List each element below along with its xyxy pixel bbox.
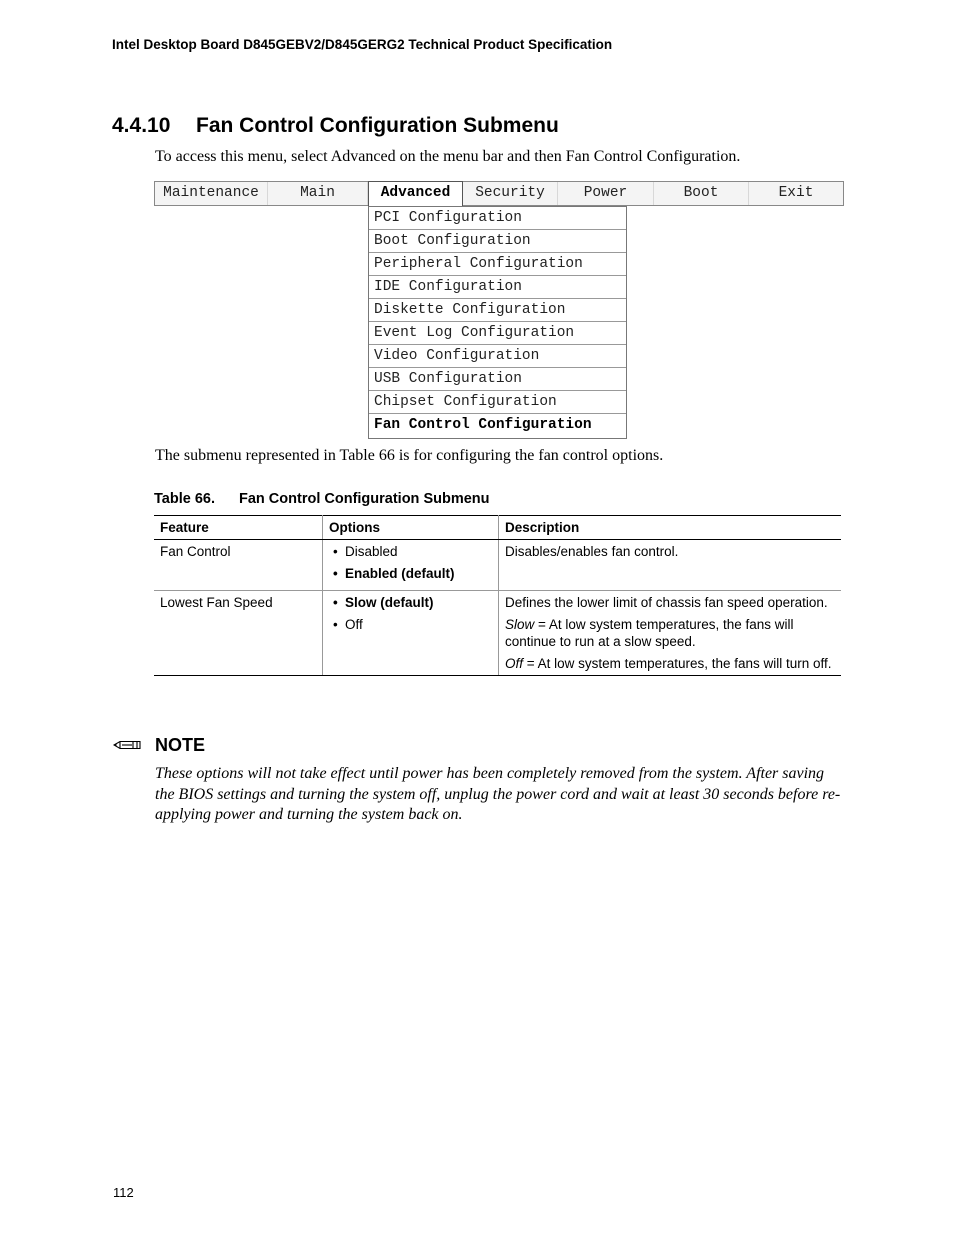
table-caption-title: Fan Control Configuration Submenu xyxy=(239,491,490,507)
submenu-item-diskette[interactable]: Diskette Configuration xyxy=(369,299,626,322)
description-slow xyxy=(505,616,835,650)
submenu-item-video[interactable]: Video Configuration xyxy=(369,345,626,368)
description-off xyxy=(505,655,835,672)
section-title: Fan Control Configuration Submenu xyxy=(196,114,559,137)
page-number: 112 xyxy=(113,1185,134,1200)
option-item-default: • Enabled (default) xyxy=(329,565,492,582)
description-cell xyxy=(499,540,842,591)
feature-cell: Lowest Fan Speed xyxy=(154,591,323,676)
bios-menu-bar xyxy=(154,181,844,206)
menu-tab-main[interactable]: Main xyxy=(268,182,368,205)
description-off-text: = At low system temperatures, the fans will turn off. xyxy=(523,656,832,671)
option-item-default: • Slow (default) xyxy=(329,594,492,611)
submenu-item-event-log[interactable]: Event Log Configuration xyxy=(369,322,626,345)
description-slow-text: = At low system temperatures, the fans will continue to run at a slow speed. xyxy=(505,617,794,649)
table-caption xyxy=(154,491,490,507)
running-header: Intel Desktop Board D845GEBV2/D845GERG2 Technical Product Specification xyxy=(112,37,613,52)
column-header-feature: Feature xyxy=(154,516,323,540)
intro-paragraph: To access this menu, select Advanced on the menu bar and then Fan Control Configuration. xyxy=(155,148,741,165)
option-item: • Disabled xyxy=(329,543,492,560)
advanced-submenu xyxy=(368,206,627,439)
menu-tab-exit[interactable]: Exit xyxy=(778,185,814,201)
menu-tab-maintenance[interactable]: Maintenance xyxy=(155,182,268,205)
description-cell xyxy=(499,591,842,676)
body-paragraph: The submenu represented in Table 66 is for configuring the fan control options. xyxy=(155,447,664,464)
options-cell xyxy=(323,540,499,591)
submenu-item-peripheral[interactable]: Peripheral Configuration xyxy=(369,253,626,276)
note-text: These options will not take effect until power has been completely removed from the system. After saving the BIOS settings and turning the system off, unplug the power cord and wait at least 30 seconds before re-applying power and turning the system back on. xyxy=(155,765,841,823)
submenu-item-chipset[interactable]: Chipset Configuration xyxy=(369,391,626,414)
table-caption-number: Table 66. xyxy=(154,491,215,507)
menu-tab-security[interactable]: Security xyxy=(463,182,558,205)
submenu-item-fan-control[interactable]: Fan Control Configuration xyxy=(374,417,592,433)
menu-tab-advanced[interactable]: Advanced xyxy=(368,181,463,206)
options-cell xyxy=(323,591,499,676)
menu-tab-power[interactable]: Power xyxy=(558,182,654,205)
table-row xyxy=(154,591,841,676)
submenu-item-pci[interactable]: PCI Configuration xyxy=(369,207,626,230)
submenu-item-ide[interactable]: IDE Configuration xyxy=(369,276,626,299)
description-text: Defines the lower limit of chassis fan speed operation. xyxy=(505,595,828,610)
term-slow: Slow xyxy=(505,617,535,632)
submenu-item-boot[interactable]: Boot Configuration xyxy=(369,230,626,253)
term-off: Off xyxy=(505,656,524,671)
feature-cell: Fan Control xyxy=(154,540,323,591)
table-row xyxy=(154,540,841,591)
table-header-row xyxy=(154,516,841,540)
note-heading: NOTE xyxy=(155,735,206,755)
column-header-options: Options xyxy=(323,516,499,540)
section-heading xyxy=(112,114,559,138)
fan-control-table xyxy=(154,515,841,676)
menu-tab-boot[interactable]: Boot xyxy=(654,182,749,205)
option-item: • Off xyxy=(329,616,492,633)
pencil-icon xyxy=(113,737,141,758)
submenu-item-usb[interactable]: USB Configuration xyxy=(369,368,626,391)
column-header-description: Description xyxy=(499,516,842,540)
section-number: 4.4.10 xyxy=(112,114,171,137)
description-text: Disables/enables fan control. xyxy=(505,544,679,559)
